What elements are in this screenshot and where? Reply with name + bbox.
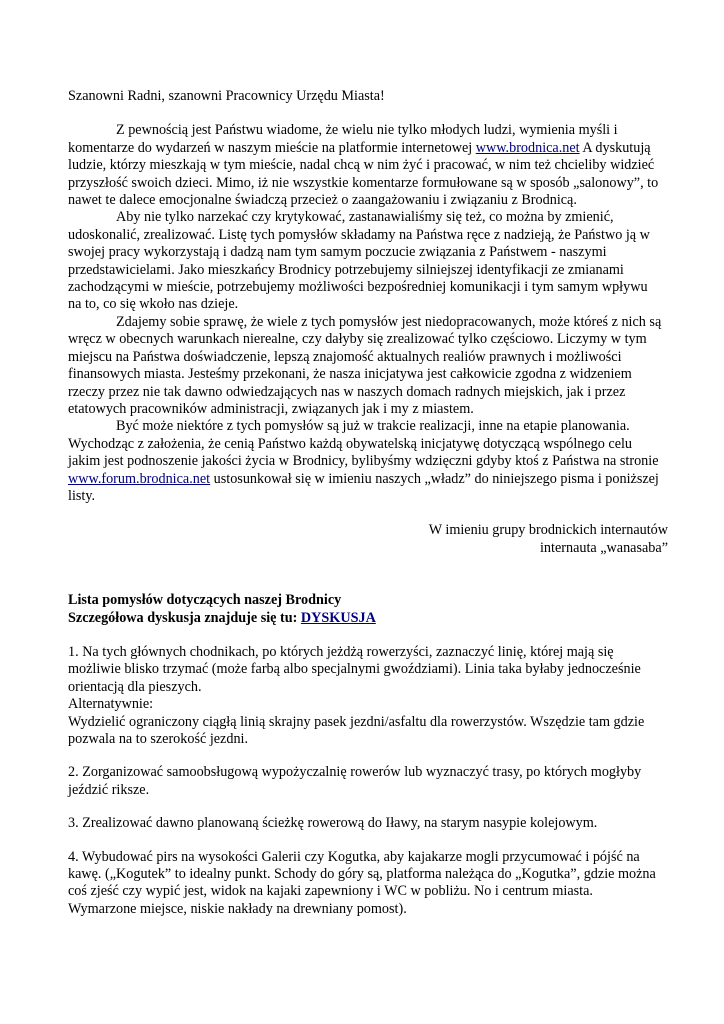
signature-line-2: internauta „wanasaba” bbox=[539, 539, 668, 556]
paragraph-4-text-a: Być może niektóre z tych pomysłów są już w trakcie realizacji, inne na etapie planowania. Wychodząc z założenia, że cenią Państwo każdą obywatelską inicjatywę dotyczącą wspólnego celu jakim jest podnoszenie jakości życia w Brodnicy, bylibyśmy wdzięczni gdyby ktoś z Państwa na stronie bbox=[68, 418, 659, 470]
list-item-4: 4. Wybudować pirs na wysokości Galerii czy Kogutka, aby kajakarze mogli przycumować i pójść na kawę. („Kogutek” to idealny punkt. Schody do góry są, platforma należąca do „Kogutka”, gdzie można coś zjeść czy wypić jest, widok na kajaki zapewniony i WC w pobliżu. No i centrum miasta. Wymarzone miejsce, niskie nakłady na drewniany pomost). bbox=[68, 848, 656, 917]
dyskusja-link[interactable]: DYSKUSJA bbox=[300, 609, 376, 626]
letter-paragraph-4 bbox=[68, 418, 664, 505]
discussion-label: Szczegółowa dyskusja znajduje się tu: bbox=[68, 609, 301, 626]
list-discussion-line bbox=[68, 610, 664, 627]
paragraph-1-text-a: Z pewnością jest Państwu wiadome, że wielu nie tylko młodych ludzi, wymienia myśli i komentarze do wydarzeń w naszym mieście na platformie internetowej bbox=[68, 122, 618, 156]
list-heading bbox=[68, 592, 664, 627]
list-title: Lista pomysłów dotyczących naszej Brodnicy bbox=[68, 592, 342, 609]
signature-line-1: W imieniu grupy brodnickich internautów bbox=[428, 522, 668, 539]
letter-paragraph-1 bbox=[68, 122, 664, 209]
list-item-1-alt-label: Alternatywnie: bbox=[68, 696, 154, 713]
paragraph-1-text-b: A dyskutują ludzie, którzy mieszkają w tym mieście, nadal chcą w nim żyć i pracować, w nim też chcieliby widzieć przyszłość swoich dzieci. Mimo, iż nie wszystkie komentarze formułowane są w sposób „salonowy”, to nawet te dalece emocjonalne świadczą przecież o zaangażowaniu i związaniu z Brodnicą. bbox=[68, 139, 659, 209]
brodnica-net-link[interactable]: www.brodnica.net bbox=[475, 139, 580, 156]
letter-paragraph-2: Aby nie tylko narzekać czy krytykować, zastanawialiśmy się też, co można by zmienić, udoskonalić, zrealizować. Listę tych pomysłów składamy na Państwa ręce z nadzieją, że Państwo ją w swojej pracy wykorzystają i dadzą nam tym samym poczucie związania z Państwem - naszymi przedstawicielami. Jako mieszkańcy Brodnicy potrzebujemy silniejszej identyfikacji ze zmianami zachodzącymi w mieście, potrzebujemy możliwości bezpośredniej komunikacji i tym samym wpływu na to, co się wkoło nas dzieje. bbox=[68, 209, 650, 313]
list-item-1 bbox=[68, 644, 664, 748]
paragraph-4-text-b: ustosunkował się w imieniu naszych „władz” do niniejszego pisma i poniższej listy. bbox=[68, 470, 659, 504]
list-item-1-main: 1. Na tych głównych chodnikach, po których jeżdżą rowerzyści, zaznaczyć linię, której mają się możliwie blisko trzymać (może farbą albo specjalnymi gwoździami). Linia taka byłaby jednocześnie orientacją dla pieszych. bbox=[68, 643, 641, 695]
letter-greeting: Szanowni Radni, szanowni Pracownicy Urzędu Miasta! bbox=[68, 88, 385, 104]
letter-signature bbox=[68, 522, 668, 557]
list-item-1-alt: Wydzielić ograniczony ciągłą linią skrajny pasek jezdni/asfaltu dla rowerzystów. Wszędzie tam gdzie pozwala na to szerokość jezdni. bbox=[68, 713, 645, 747]
letter-paragraph-3: Zdajemy sobie sprawę, że wiele z tych pomysłów jest niedopracowanych, może któreś z nich są wręcz w obecnych warunkach nierealne, czy dałyby się zrealizować tylko częściowo. Liczymy w tym miejscu na Państwa doświadczenie, lepszą znajomość aktualnych realiów prawnych i możliwości finansowych miasta. Jesteśmy przekonani, że nasza inicjatywa jest całkowicie zgodna z widzeniem rzeczy przez nie tak dawno odwiedzających nas w naszych domach radnych miejskich, jak i przez etatowych pracowników administracji, związanych jak i my z miastem. bbox=[68, 313, 662, 417]
list-item-2: 2. Zorganizować samoobsługową wypożyczalnię rowerów lub wyznaczyć trasy, po których mogłyby jeździć riksze. bbox=[68, 764, 642, 798]
list-item-3: 3. Zrealizować dawno planowaną ścieżkę rowerową do Iławy, na starym nasypie kolejowym. bbox=[68, 815, 598, 832]
forum-brodnica-net-link[interactable]: www.forum.brodnica.net bbox=[68, 470, 211, 487]
